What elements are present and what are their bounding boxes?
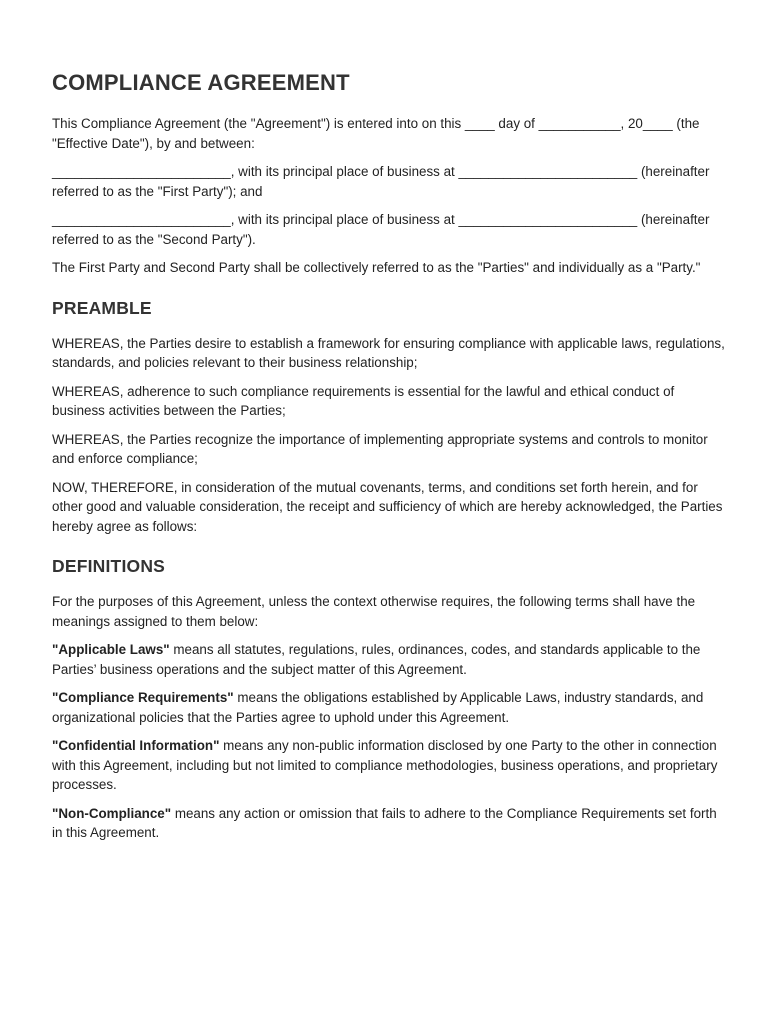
definition-item — [52, 804, 730, 843]
intro-collective: The First Party and Second Party shall be collectively referred to as the "Parties" and individually as a "Party." — [52, 260, 701, 275]
definition-term: "Compliance Requirements" — [52, 690, 234, 705]
intro-first-party: ________________________, with its principal place of business at ________________________ (hereinafter referred to as the "First Party"); and — [52, 164, 710, 199]
preamble-paragraph: WHEREAS, the Parties recognize the importance of implementing appropriate systems and controls to monitor and enforce compliance; — [52, 431, 708, 466]
preamble-paragraph: NOW, THEREFORE, in consideration of the mutual covenants, terms, and conditions set forth herein, and for other good and valuable consideration, the receipt and sufficiency of which are hereby acknowledged, the Parties hereby agree as follows: — [52, 479, 723, 534]
definition-term: "Confidential Information" — [52, 738, 220, 753]
definition-term: "Non-Compliance" — [52, 805, 172, 821]
definition-term: "Applicable Laws" — [52, 642, 170, 657]
preamble-paragraph: WHEREAS, adherence to such compliance requirements is essential for the lawful and ethical conduct of business activities between the Parties; — [52, 383, 675, 418]
definitions-intro: For the purposes of this Agreement, unless the context otherwise requires, the following terms shall have the meanings assigned to them below: — [52, 594, 696, 629]
definition-text: means the obligations established by Applicable Laws, industry standards, and organizational policies that the Parties agree to uphold under this Agreement. — [52, 690, 704, 725]
intro-opening: This Compliance Agreement (the "Agreement") is entered into on this ____ day of ___________, 20____ (the "Effective Date"), by and between: — [52, 116, 700, 151]
definition-item — [52, 640, 730, 679]
intro-second-party: ________________________, with its principal place of business at ________________________ (hereinafter referred to as the "Second Party"). — [52, 212, 710, 247]
document-title: COMPLIANCE AGREEMENT — [52, 70, 350, 95]
definitions-heading: DEFINITIONS — [52, 556, 166, 576]
preamble-paragraph: WHEREAS, the Parties desire to establish a framework for ensuring compliance with applicable laws, regulations, standards, and policies relevant to their business relationship; — [52, 335, 725, 370]
definition-text: means any action or omission that fails to adhere to the Compliance Requirements set forth in this Agreement. — [52, 805, 717, 840]
definition-item — [52, 688, 730, 727]
preamble-heading: PREAMBLE — [52, 297, 152, 318]
definition-text: means any non-public information disclosed by one Party to the other in connection with this Agreement, including but not limited to compliance methodologies, business operations, and proprietary processes. — [52, 738, 718, 792]
definition-text: means all statutes, regulations, rules, ordinances, codes, and standards applicable to the Parties’ business operations and the subject matter of this Agreement. — [52, 642, 701, 677]
definition-item — [52, 736, 730, 795]
